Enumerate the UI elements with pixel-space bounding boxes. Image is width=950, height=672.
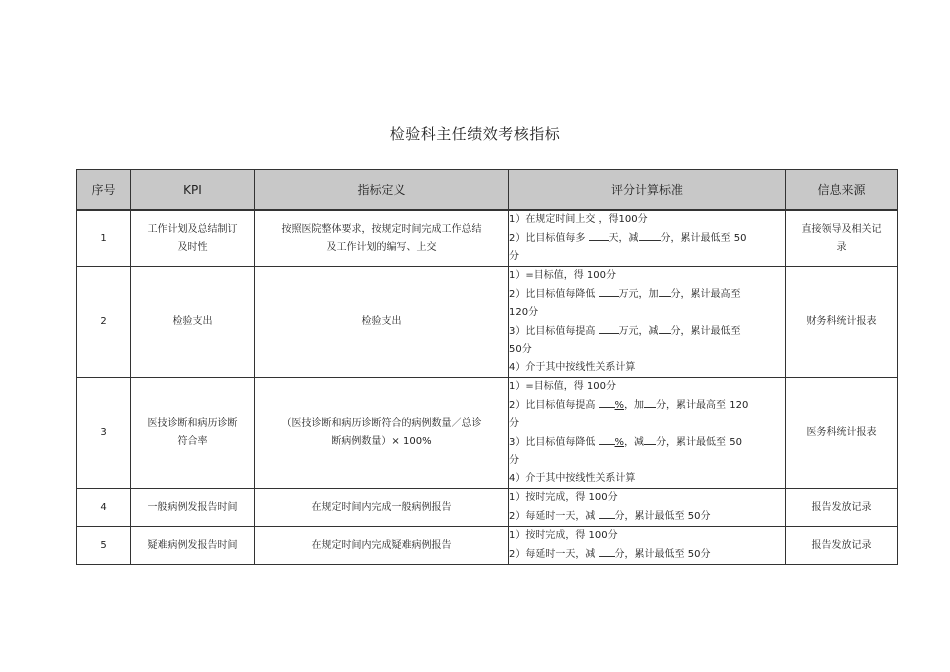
row-standard bbox=[509, 210, 786, 267]
row-definition bbox=[255, 210, 509, 267]
standard-line: 2）每延时一天，减 分，累计最低至 50分 bbox=[509, 545, 785, 564]
standard-line: 1）=目标值，得 100分 bbox=[509, 381, 617, 392]
row-kpi bbox=[131, 378, 255, 489]
standard-line: 2）比目标值每降低 万元，加 分，累计最高至 bbox=[509, 285, 785, 304]
definition-line: （医技诊断和病历诊断符合的病例数量／总诊 bbox=[281, 418, 482, 429]
kpi-table bbox=[76, 169, 898, 565]
blank-field bbox=[599, 396, 615, 408]
blank-field bbox=[589, 229, 609, 241]
row-standard bbox=[509, 489, 786, 527]
row-kpi bbox=[131, 210, 255, 267]
standard-line: 4）介于其中按线性关系计算 bbox=[509, 473, 636, 484]
header-kpi: KPI bbox=[131, 170, 255, 211]
row-definition bbox=[255, 267, 509, 378]
blank-field bbox=[639, 229, 661, 241]
kpi-line: 符合率 bbox=[177, 436, 208, 447]
standard-line: 分 bbox=[509, 455, 519, 466]
header-source: 信息来源 bbox=[786, 170, 898, 211]
blank-field bbox=[599, 285, 619, 297]
row-source bbox=[786, 267, 898, 378]
blank-field bbox=[659, 322, 671, 334]
row-source bbox=[786, 489, 898, 527]
standard-line: 分 bbox=[509, 251, 519, 262]
source-line: 报告发放记录 bbox=[811, 501, 872, 513]
blank-field bbox=[599, 545, 615, 557]
standard-line: 2）每延时一天，减 分，累计最低至 50分 bbox=[509, 507, 785, 526]
standard-line: 1）=目标值，得 100分 bbox=[509, 270, 617, 281]
table-row bbox=[77, 527, 898, 565]
standard-line: 2）比目标值每提高 %，加 分，累计最高至 120 bbox=[509, 396, 785, 415]
header-definition: 指标定义 bbox=[255, 170, 509, 211]
row-no: 2 bbox=[77, 267, 131, 378]
row-kpi bbox=[131, 489, 255, 527]
header-no: 序号 bbox=[77, 170, 131, 211]
standard-line: 3）比目标值每降低 %，减 分，累计最低至 50 bbox=[509, 433, 785, 452]
definition-line: 在规定时间内完成疑难病例报告 bbox=[311, 539, 452, 551]
table-row bbox=[77, 378, 898, 489]
row-standard bbox=[509, 527, 786, 565]
table-row bbox=[77, 267, 898, 378]
standard-line: 120分 bbox=[509, 307, 539, 318]
definition-line: 在规定时间内完成一般病例报告 bbox=[311, 501, 452, 513]
row-no: 4 bbox=[77, 489, 131, 527]
row-definition bbox=[255, 489, 509, 527]
blank-field bbox=[599, 322, 619, 334]
row-source bbox=[786, 210, 898, 267]
row-kpi bbox=[131, 267, 255, 378]
row-no: 5 bbox=[77, 527, 131, 565]
definition-line: 检验支出 bbox=[361, 316, 402, 327]
kpi-line: 检验支出 bbox=[172, 316, 213, 327]
kpi-line: 疑难病例发报告时间 bbox=[147, 539, 238, 551]
source-line: 报告发放记录 bbox=[811, 539, 872, 551]
standard-line: 3）比目标值每提高 万元，减 分，累计最低至 bbox=[509, 322, 785, 341]
blank-field bbox=[644, 396, 656, 408]
row-no: 1 bbox=[77, 210, 131, 267]
row-definition bbox=[255, 378, 509, 489]
blank-field bbox=[599, 507, 615, 519]
row-standard bbox=[509, 267, 786, 378]
blank-field bbox=[599, 433, 615, 445]
document-title: 检验科主任绩效考核指标 bbox=[389, 125, 561, 143]
kpi-line: 工作计划及总结制订 bbox=[147, 223, 238, 235]
kpi-line: 医技诊断和病历诊断 bbox=[147, 418, 238, 429]
standard-line: 1）按时完成，得 100分 bbox=[509, 530, 618, 541]
row-standard bbox=[509, 378, 786, 489]
kpi-line: 及时性 bbox=[177, 241, 208, 253]
blank-field bbox=[644, 433, 656, 445]
row-source bbox=[786, 527, 898, 565]
row-definition bbox=[255, 527, 509, 565]
source-line: 医务科统计报表 bbox=[806, 427, 877, 438]
header-standard: 评分计算标准 bbox=[509, 170, 786, 211]
standard-line: 1）按时完成，得 100分 bbox=[509, 492, 618, 503]
blank-field bbox=[659, 285, 671, 297]
definition-line: 按照医院整体要求，按规定时间完成工作总结 bbox=[281, 223, 482, 235]
standard-line: 分 bbox=[509, 418, 519, 429]
table-header-row bbox=[77, 170, 898, 211]
definition-line: 及工作计划的编写、上交 bbox=[326, 241, 437, 253]
table-row bbox=[77, 210, 898, 267]
definition-line: 断病例数量）× 100% bbox=[331, 436, 432, 447]
source-line: 直接领导及相关记 bbox=[801, 223, 882, 235]
source-line: 财务科统计报表 bbox=[806, 316, 877, 327]
row-kpi bbox=[131, 527, 255, 565]
row-source bbox=[786, 378, 898, 489]
kpi-line: 一般病例发报告时间 bbox=[147, 501, 238, 513]
standard-line: 1）在规定时间上交 ，得100分 bbox=[509, 214, 648, 225]
source-line: 录 bbox=[836, 241, 847, 253]
table-row bbox=[77, 489, 898, 527]
row-no: 3 bbox=[77, 378, 131, 489]
standard-line: 4）介于其中按线性关系计算 bbox=[509, 362, 636, 373]
standard-line: 50分 bbox=[509, 344, 532, 355]
standard-line: 2）比目标值每多 天，减 分，累计最低至 50 bbox=[509, 229, 785, 248]
